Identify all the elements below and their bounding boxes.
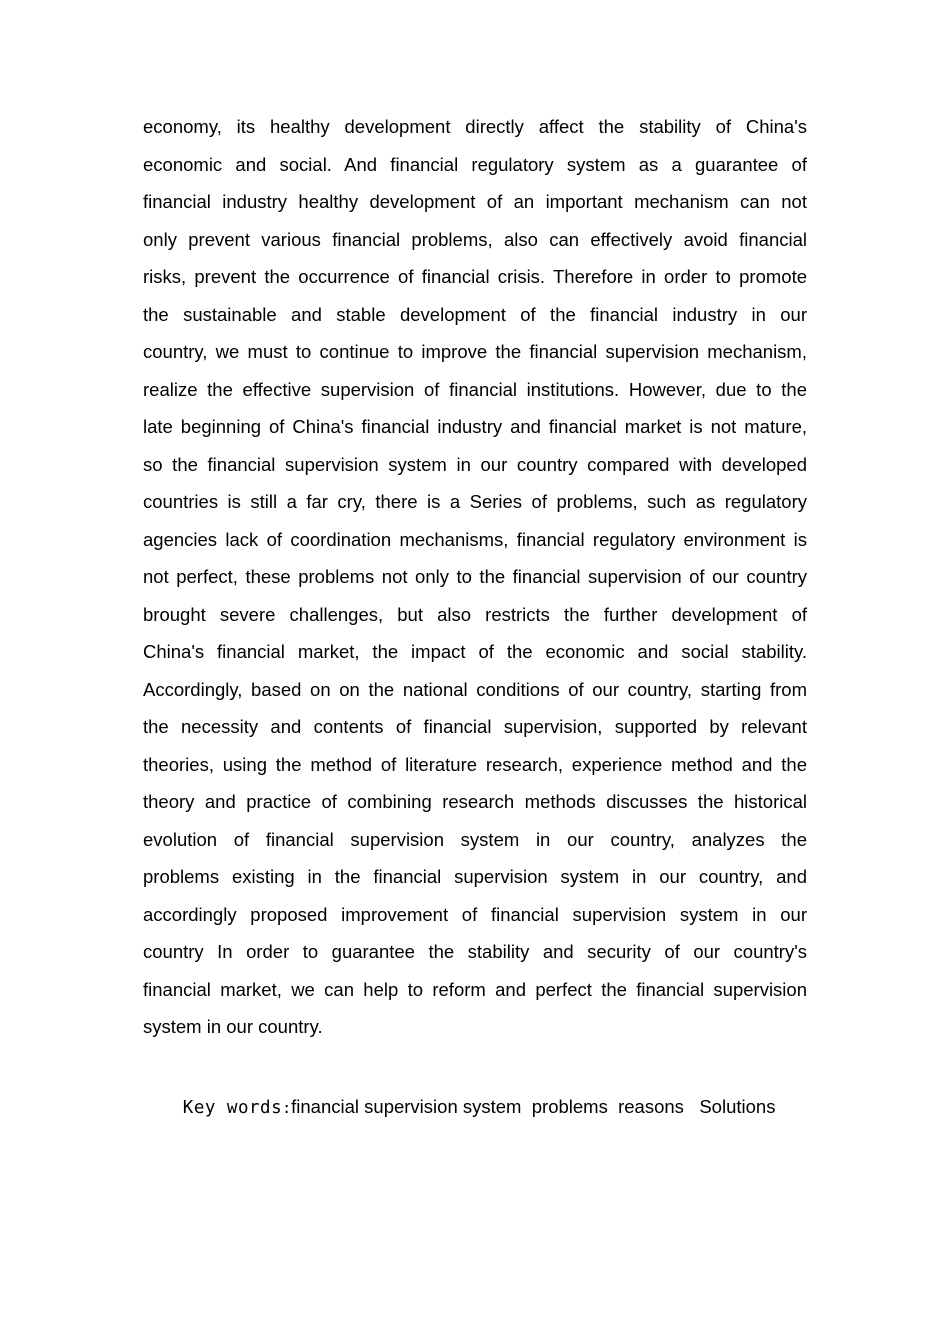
body-line: agencies lack of coordination mechanisms, financial regulatory environment is bbox=[143, 528, 807, 550]
body-line: the necessity and contents of financial supervision, supported by relevant bbox=[143, 716, 807, 737]
body-line: evolution of financial supervision system in our country, analyzes the bbox=[143, 828, 807, 850]
body-line: not perfect, these problems not only to the financial supervision of our country bbox=[143, 566, 807, 587]
body-line: accordingly proposed improvement of financial supervision system in our bbox=[143, 903, 807, 925]
body-line: late beginning of China's financial industry and financial market is not mature, bbox=[143, 416, 807, 437]
body-line: Accordingly, based on on the national conditions of our country, starting from bbox=[143, 678, 807, 700]
body-line: economy, its healthy development directly affect the stability of China's bbox=[143, 116, 807, 137]
keywords-colon: : bbox=[282, 1099, 292, 1117]
body-line: theories, using the method of literature research, experience method and the bbox=[143, 753, 807, 775]
body-line: financial market, we can help to reform and perfect the financial supervision bbox=[143, 978, 807, 1000]
keywords-line bbox=[165, 1056, 845, 1118]
body-line: the sustainable and stable development of the financial industry in our bbox=[143, 303, 807, 325]
body-line: country, we must to continue to improve the financial supervision mechanism, bbox=[143, 341, 807, 362]
body-line: system in our country. bbox=[143, 1016, 323, 1037]
body-line: only prevent various financial problems, also can effectively avoid financial bbox=[143, 228, 807, 250]
body-line: risks, prevent the occurrence of financial crisis. Therefore in order to promote bbox=[143, 266, 807, 287]
keywords-label: Key words bbox=[182, 1098, 283, 1118]
keywords-terms: financial supervision system problems reasons Solutions bbox=[291, 1096, 776, 1117]
body-line: countries is still a far cry, there is a Series of problems, such as regulatory bbox=[143, 491, 807, 512]
body-line: economic and social. And financial regulatory system as a guarantee of bbox=[143, 153, 807, 175]
abstract-body bbox=[143, 108, 807, 1046]
body-line: brought severe challenges, but also restricts the further development of bbox=[143, 603, 807, 625]
body-line: theory and practice of combining research methods discusses the historical bbox=[143, 791, 807, 812]
body-line: so the financial supervision system in our country compared with developed bbox=[143, 453, 807, 475]
body-line: problems existing in the financial supervision system in our country, and bbox=[143, 866, 807, 887]
body-line: country In order to guarantee the stability and security of our country's bbox=[143, 941, 807, 962]
body-line: financial industry healthy development of an important mechanism can not bbox=[143, 191, 807, 212]
body-line: realize the effective supervision of financial institutions. However, due to the bbox=[143, 378, 807, 400]
body-line: China's financial market, the impact of the economic and social stability. bbox=[143, 641, 807, 662]
